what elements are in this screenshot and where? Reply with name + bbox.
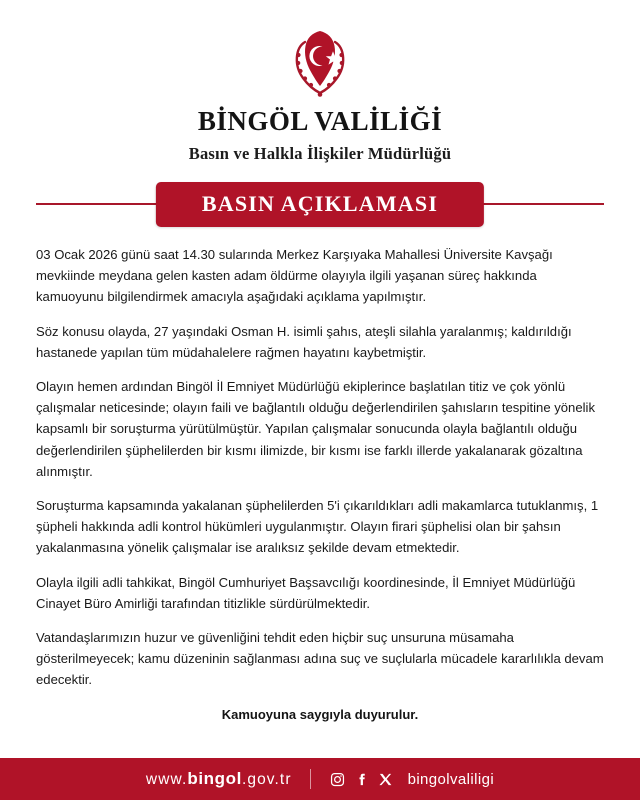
website-suffix: .gov.tr — [241, 771, 292, 788]
social-handle[interactable]: bingolvaliligi — [407, 770, 495, 788]
department-subtitle: Basın ve Halkla İlişkiler Müdürlüğü — [188, 144, 452, 163]
social-links — [329, 771, 394, 788]
footer-divider — [310, 769, 311, 789]
closing-statement: Kamuoyuna saygıyla duyurulur. — [221, 706, 419, 722]
document-header — [0, 0, 640, 164]
document-footer — [0, 758, 640, 800]
paragraph: Vatandaşlarımızın huzur ve güvenliğini tehdit eden hiçbir suç unsuruna müsamaha gösterilmeyecek; kamu düzeninin sağlanması adına suç ve suçlularla mücadele kararlılıkla devam edecektir. — [36, 630, 604, 688]
paragraph: Söz konusu olayda, 27 yaşındaki Osman H. isimli şahıs, ateşli silahla yaralanmış; kaldırıldığı hastanede yapılan tüm müdahalelere rağmen hayatını kaybetmiştir. — [36, 323, 572, 360]
ribbon-banner — [0, 182, 640, 226]
facebook-icon[interactable] — [353, 771, 370, 788]
document-body — [0, 226, 640, 800]
paragraph: 03 Ocak 2026 günü saat 14.30 sularında Merkez Karşıyaka Mahallesi Üniversite Kavşağı mevkiinde meydana gelen kasten adam öldürme olayıyla ilgili yaşanan süreç hakkında kamuoyunu bilgilendirmek amacıyla aşağıdaki açıklama yapılmıştır. — [36, 247, 553, 305]
website-url[interactable] — [146, 769, 292, 789]
paragraph: Olayla ilgili adli tahkikat, Bingöl Cumhuriyet Başsavcılığı koordinesinde, İl Emniyet Müdürlüğü Cinayet Büro Amirliği tarafından titizlikle sürdürülmektedir. — [36, 574, 576, 611]
website-prefix: www. — [145, 771, 188, 788]
page-title: BİNGÖL VALİLİĞİ — [197, 106, 443, 136]
press-release-ribbon-label: BASIN AÇIKLAMASI — [156, 182, 484, 227]
x-twitter-icon[interactable] — [377, 771, 394, 788]
website-brand: bingol — [187, 769, 242, 788]
turkish-republic-emblem — [281, 22, 359, 100]
paragraph: Soruşturma kapsamında yakalanan şüphelilerden 5'i çıkarıldıkları adli makamlarca tutuklanmış, 1 şüpheli hakkında adli kontrol hükümleri uygulanmıştır. Olayın firari şüphelisi olan bir şahsın yakalanmasına yönelik çalışmalar ise aralıksız şekilde devam etmektedir. — [36, 498, 599, 556]
instagram-icon[interactable] — [329, 771, 346, 788]
paragraph: Olayın hemen ardından Bingöl İl Emniyet Müdürlüğü ekiplerince başlatılan titiz ve çok yönlü çalışmalar neticesinde; olayın faili ve bağlantılı olduğu değerlendirilen şahısların tespitine yönelik kapsamlı bir soruşturma yürütülmüştür. Yapılan çalışmalar sonucunda olayla bağlantılı olduğu değerlendirilen şüphelilerden bir kısmı ilimizde, bir kısmı ise farklı illerde yakalanarak gözaltına alınmıştır. — [36, 379, 595, 479]
